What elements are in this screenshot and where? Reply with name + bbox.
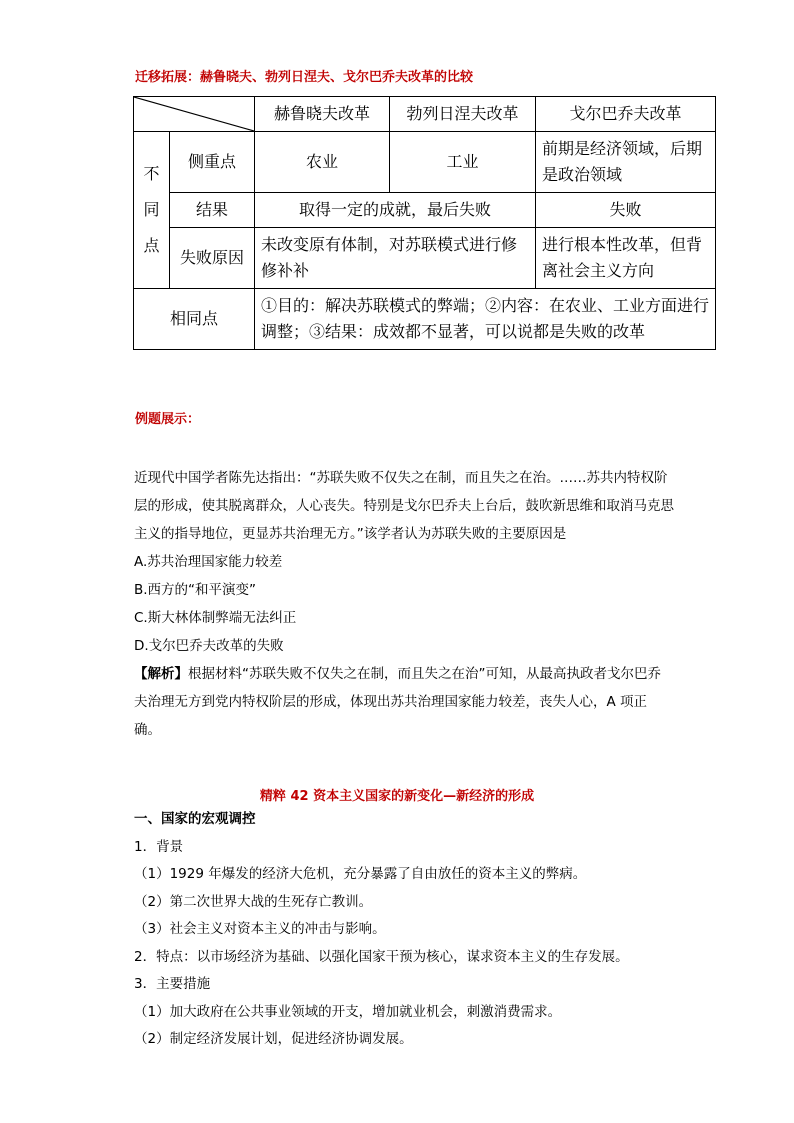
diagonal-divider <box>134 97 254 131</box>
row-label-reason: 失败原因 <box>170 228 255 289</box>
example-label: 例题展示： <box>135 412 201 427</box>
section42-body <box>134 806 734 1054</box>
analysis-paragraph <box>134 660 674 744</box>
option-d: D.戈尔巴乔夫改革的失败 <box>134 638 284 654</box>
section42-line: 1．背景 <box>134 838 184 855</box>
cell-focus-brezhnev: 工业 <box>390 132 536 193</box>
section-heading: 迁移拓展：赫鲁晓夫、勃列日涅夫、戈尔巴乔夫改革的比较 <box>135 70 474 85</box>
option-b: B.西方的“和平演变” <box>134 582 257 598</box>
section42-title: 精粹 42 资本主义国家的新变化—新经济的形成 <box>259 789 535 804</box>
section42-line: （1）加大政府在公共事业领域的开支，增加就业机会，刺激消费需求。 <box>134 1003 562 1020</box>
table-header-row <box>134 97 716 132</box>
header-khrushchev: 赫鲁晓夫改革 <box>255 97 390 132</box>
question-text: 近现代中国学者陈先达指出：“苏联失败不仅失之在制，而且失之在治。……苏共内特权阶层的形成，使其脱离群众，人心丧失。特别是戈尔巴乔夫上台后，鼓吹新思维和取消马克思主义的指导地位，更显苏共治理无方。”该学者认为苏联失败的主要原因是 <box>134 470 674 542</box>
table-row-result <box>134 193 716 228</box>
cell-same: ①目的：解决苏联模式的弊端；②内容：在农业、工业方面进行调整；③结果：成效都不显著，可以说都是失败的改革 <box>255 289 716 350</box>
section42-heading: 一、国家的宏观调控 <box>134 811 256 827</box>
analysis-text: 根据材料“苏联失败不仅失之在制，而且失之在治”可知，从最高执政者戈尔巴乔夫治理无方到党内特权阶层的形成，体现出苏共治理国家能力较差，丧失人心，A 项正确。 <box>134 666 661 738</box>
section42-line: 3．主要措施 <box>134 976 211 992</box>
table-row-reason <box>134 228 716 289</box>
section42-line: （2）第二次世界大战的生死存亡教训。 <box>134 893 373 910</box>
cell-result-gorbachev: 失败 <box>536 193 716 228</box>
header-gorbachev: 戈尔巴乔夫改革 <box>536 97 716 132</box>
option-a: A.苏共治理国家能力较差 <box>134 554 283 570</box>
diff-label-char: 点 <box>143 236 160 255</box>
diff-label <box>134 132 170 289</box>
section42-line: 2．特点：以市场经济为基础、以强化国家干预为核心，谋求资本主义的生存发展。 <box>134 948 629 965</box>
cell-reason-kh-br: 未改变原有体制，对苏联模式进行修修补补 <box>255 228 536 289</box>
section42-line: （3）社会主义对资本主义的冲击与影响。 <box>134 921 386 937</box>
row-label-result: 结果 <box>170 193 255 228</box>
section42-line: （1）1929 年爆发的经济大危机，充分暴露了自由放任的资本主义的弊病。 <box>134 866 587 882</box>
table-row-focus <box>134 132 716 193</box>
analysis-tag: 【解析】 <box>134 666 188 682</box>
table-corner-cell <box>134 97 255 132</box>
header-brezhnev: 勃列日涅夫改革 <box>390 97 536 132</box>
cell-reason-gorbachev: 进行根本性改革，但背离社会主义方向 <box>536 228 716 289</box>
diff-label-char: 同 <box>143 200 160 219</box>
comparison-table <box>133 96 716 350</box>
row-label-focus: 侧重点 <box>170 132 255 193</box>
diff-label-char: 不 <box>143 164 160 183</box>
cell-focus-gorbachev: 前期是经济领域，后期是政治领域 <box>536 132 716 193</box>
section42-line: （2）制定经济发展计划，促进经济协调发展。 <box>134 1031 413 1047</box>
row-label-same: 相同点 <box>134 289 255 350</box>
example-block <box>134 464 694 744</box>
cell-result-kh-br: 取得一定的成就，最后失败 <box>255 193 536 228</box>
option-c: C.斯大林体制弊端无法纠正 <box>134 610 297 626</box>
cell-focus-khrushchev: 农业 <box>255 132 390 193</box>
table-row-same <box>134 289 716 350</box>
